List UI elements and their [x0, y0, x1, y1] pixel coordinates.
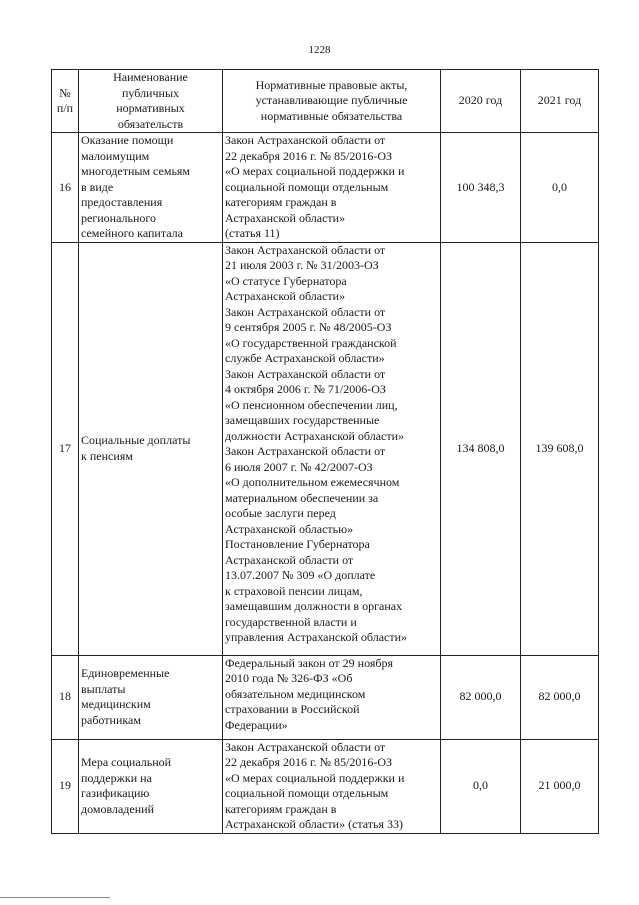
legal-act-line: Астраханской области» — [225, 289, 346, 303]
header-acts-line: нормативные обязательства — [260, 108, 403, 123]
amount-2021: 0,0 — [521, 133, 599, 243]
header-num-line: № — [59, 85, 71, 100]
obligation-name-line: в виде — [81, 179, 114, 194]
legal-act-line: «О мерах социальной поддержки и — [225, 164, 405, 178]
header-name — [79, 70, 223, 133]
obligation-name — [79, 242, 223, 655]
obligation-name-line: поддержки на — [81, 770, 152, 785]
scan-mark — [0, 897, 110, 898]
legal-act-line: «О пенсионном обеспечении лиц, — [225, 397, 398, 412]
legal-act-line: социальной помощи отдельным — [225, 179, 389, 194]
header-name-line: Наименование — [113, 70, 188, 84]
row-number: 16 — [52, 133, 79, 243]
legal-act-line: «О статусе Губернатора — [225, 273, 347, 288]
obligation-name-line: Социальные доплаты — [81, 433, 191, 447]
legal-act-line: государственной власти и — [225, 614, 357, 629]
legal-act-line: «О мерах социальной поддержки и — [225, 770, 405, 785]
row-number: 18 — [52, 655, 79, 739]
legal-act-line: замещавшим должности в органах — [225, 599, 403, 613]
legal-act-line: Закон Астраханской области от — [225, 366, 386, 381]
page-number: 1228 — [308, 44, 331, 56]
legal-acts — [223, 133, 441, 243]
obligation-name-line: семейного капитала — [81, 226, 183, 240]
obligation-name-line: Оказание помощи — [81, 133, 174, 147]
legal-act-line: особые заслуги перед — [225, 506, 336, 520]
legal-act-line: «О дополнительном ежемесячном — [225, 475, 400, 489]
obligation-name-line: к пенсиям — [81, 448, 133, 463]
legal-act-line: 13.07.2007 № 309 «О доплате — [225, 568, 376, 582]
legal-act-line: 6 июля 2007 г. № 42/2007-ОЗ — [225, 459, 373, 474]
legal-act-line: управления Астраханской области» — [225, 630, 408, 644]
legal-act-line: Закон Астраханской области от — [225, 304, 386, 319]
legal-act-line: Постановление Губернатора — [225, 537, 370, 551]
header-acts — [223, 70, 441, 133]
legal-act-line: социальной помощи отдельным — [225, 786, 389, 800]
table-row — [52, 739, 599, 833]
header-acts-line: Нормативные правовые акты, — [255, 77, 408, 92]
obligation-name-line: домовладений — [81, 801, 154, 816]
obligation-name-line: работникам — [81, 712, 141, 727]
header-2020: 2020 год — [441, 70, 521, 133]
table-row — [52, 133, 599, 243]
legal-acts — [223, 739, 441, 833]
legal-act-line: должности Астраханской области» — [225, 428, 405, 443]
amount-2021: 21 000,0 — [521, 739, 599, 833]
row-number: 19 — [52, 739, 79, 833]
legal-act-line: 2010 года № 326-ФЗ «Об — [225, 671, 353, 685]
legal-act-line: замещавших государственные — [225, 413, 380, 427]
legal-acts — [223, 655, 441, 739]
amount-2020: 100 348,3 — [441, 133, 521, 243]
public-obligations-table — [51, 69, 599, 834]
amount-2020: 0,0 — [441, 739, 521, 833]
legal-act-line: категориям граждан в — [225, 801, 337, 816]
obligation-name-line: регионального — [81, 210, 157, 225]
legal-act-line: Федеральный закон от 29 ноября — [225, 655, 394, 670]
obligation-name — [79, 655, 223, 739]
legal-act-line: 22 декабря 2016 г. № 85/2016-ОЗ — [225, 148, 393, 163]
obligation-name — [79, 133, 223, 243]
table-row — [52, 655, 599, 739]
legal-act-line: Закон Астраханской области от — [225, 444, 386, 458]
header-acts-line: устанавливающие публичные — [255, 93, 408, 108]
amount-2021: 82 000,0 — [521, 655, 599, 739]
legal-act-line: Астраханской области» (статья 33) — [225, 817, 404, 831]
legal-act-line: Закон Астраханской области от — [225, 739, 386, 754]
obligation-name-line: медицинским — [81, 697, 151, 711]
table-header-row — [52, 70, 599, 133]
header-name-line: публичных — [122, 85, 179, 100]
legal-act-line: 9 сентября 2005 г. № 48/2005-ОЗ — [225, 320, 392, 334]
amount-2021: 139 608,0 — [521, 242, 599, 655]
obligation-name-line: газификацию — [81, 786, 150, 800]
legal-act-line: обязательном медицинском — [225, 686, 366, 701]
legal-act-line: Федерации» — [225, 717, 288, 732]
amount-2020: 82 000,0 — [441, 655, 521, 739]
legal-act-line: (статья 11) — [225, 226, 280, 240]
legal-act-line: категориям граждан в — [225, 195, 337, 209]
legal-act-line: страховании в Российской — [225, 702, 360, 716]
header-num — [52, 70, 79, 133]
header-name-line: обязательств — [117, 116, 184, 131]
legal-act-line: Астраханской области» — [225, 210, 346, 225]
obligation-name — [79, 739, 223, 833]
legal-act-line: службе Астраханской области» — [225, 351, 385, 365]
legal-act-line: 21 июля 2003 г. № 31/2003-ОЗ — [225, 258, 379, 272]
legal-act-line: Астраханской области от — [225, 552, 354, 567]
obligation-name-line: Единовременные — [81, 666, 170, 680]
legal-act-line: материальном обеспечении за — [225, 490, 379, 505]
obligation-name-line: многодетным семьям — [81, 164, 191, 178]
legal-act-line: Астраханской областью» — [225, 521, 354, 536]
amount-2020: 134 808,0 — [441, 242, 521, 655]
header-2021: 2021 год — [521, 70, 599, 133]
header-name-line: нормативных — [116, 101, 185, 115]
obligation-name-line: предоставления — [81, 195, 163, 209]
table-row — [52, 242, 599, 655]
legal-act-line: Закон Астраханской области от — [225, 242, 386, 257]
legal-act-line: Закон Астраханской области от — [225, 133, 386, 147]
legal-act-line: 4 октября 2006 г. № 71/2006-ОЗ — [225, 382, 386, 396]
header-num-line: п/п — [56, 101, 74, 115]
legal-act-line: «О государственной гражданской — [225, 335, 397, 350]
legal-acts — [223, 242, 441, 655]
obligation-name-line: Мера социальной — [81, 755, 172, 769]
obligation-name-line: выплаты — [81, 681, 126, 696]
legal-act-line: к страховой пенсии лицам, — [225, 583, 363, 598]
legal-act-line: 22 декабря 2016 г. № 85/2016-ОЗ — [225, 755, 393, 769]
obligation-name-line: малоимущим — [81, 148, 150, 163]
row-number: 17 — [52, 242, 79, 655]
